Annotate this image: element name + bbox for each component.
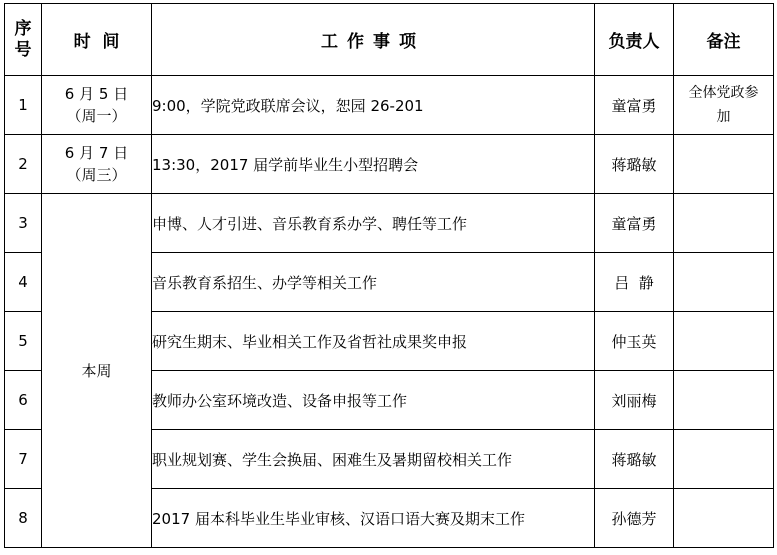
- header-task: [152, 4, 595, 76]
- table-row: [5, 76, 774, 135]
- row-time: [42, 76, 152, 135]
- header-row: [5, 4, 774, 76]
- row-time-date: 6 月 7 日: [64, 144, 129, 162]
- row-note: [674, 253, 774, 312]
- row-note: [674, 135, 774, 194]
- row-seq: 2: [5, 135, 42, 194]
- row-time-weekday: （周三）: [66, 166, 127, 184]
- row-time-date: 6 月 5 日: [64, 85, 129, 103]
- work-schedule-table: [4, 3, 774, 548]
- row-time: [42, 135, 152, 194]
- row-person: 吕 静: [595, 253, 674, 312]
- header-person: 负责人: [595, 4, 674, 76]
- row-time-weekday: （周一）: [66, 107, 127, 125]
- row-seq: 7: [5, 430, 42, 489]
- header-note: 备注: [674, 4, 774, 76]
- row-note: [674, 430, 774, 489]
- row-note-line2: 加: [716, 109, 731, 125]
- row-task: 13:30，2017 届学前毕业生小型招聘会: [152, 135, 595, 194]
- row-note: [674, 194, 774, 253]
- week-time-cell: 本周: [42, 194, 152, 548]
- row-person: 童富勇: [595, 76, 674, 135]
- row-person: 仲玉英: [595, 312, 674, 371]
- row-note: [674, 371, 774, 430]
- header-seq-line2: 号: [14, 39, 32, 60]
- row-person: 刘丽梅: [595, 371, 674, 430]
- row-seq: 3: [5, 194, 42, 253]
- row-task: 申博、人才引进、音乐教育系办学、聘任等工作: [152, 194, 595, 253]
- row-person: 蒋璐敏: [595, 135, 674, 194]
- row-task: 2017 届本科毕业生毕业审核、汉语口语大赛及期末工作: [152, 489, 595, 548]
- row-task: 9:00，学院党政联席会议，恕园 26-201: [152, 76, 595, 135]
- row-person: 童富勇: [595, 194, 674, 253]
- table-row: [5, 135, 774, 194]
- header-seq: [5, 4, 42, 76]
- header-seq-line1: 序: [14, 18, 32, 39]
- row-note: [674, 489, 774, 548]
- row-task: 音乐教育系招生、办学等相关工作: [152, 253, 595, 312]
- row-seq: 5: [5, 312, 42, 371]
- row-person: 蒋璐敏: [595, 430, 674, 489]
- row-note-line1: 全体党政参: [688, 85, 759, 101]
- row-task: 研究生期末、毕业相关工作及省哲社成果奖申报: [152, 312, 595, 371]
- row-task: 职业规划赛、学生会换届、困难生及暑期留校相关工作: [152, 430, 595, 489]
- header-time: 时 间: [42, 4, 152, 76]
- row-note: [674, 76, 774, 135]
- row-person: 孙德芳: [595, 489, 674, 548]
- row-seq: 4: [5, 253, 42, 312]
- row-seq: 8: [5, 489, 42, 548]
- header-task-label: 工作事项: [321, 32, 425, 52]
- row-seq: 1: [5, 76, 42, 135]
- row-seq: 6: [5, 371, 42, 430]
- row-note: [674, 312, 774, 371]
- table-row: [5, 194, 774, 253]
- row-task: 教师办公室环境改造、设备申报等工作: [152, 371, 595, 430]
